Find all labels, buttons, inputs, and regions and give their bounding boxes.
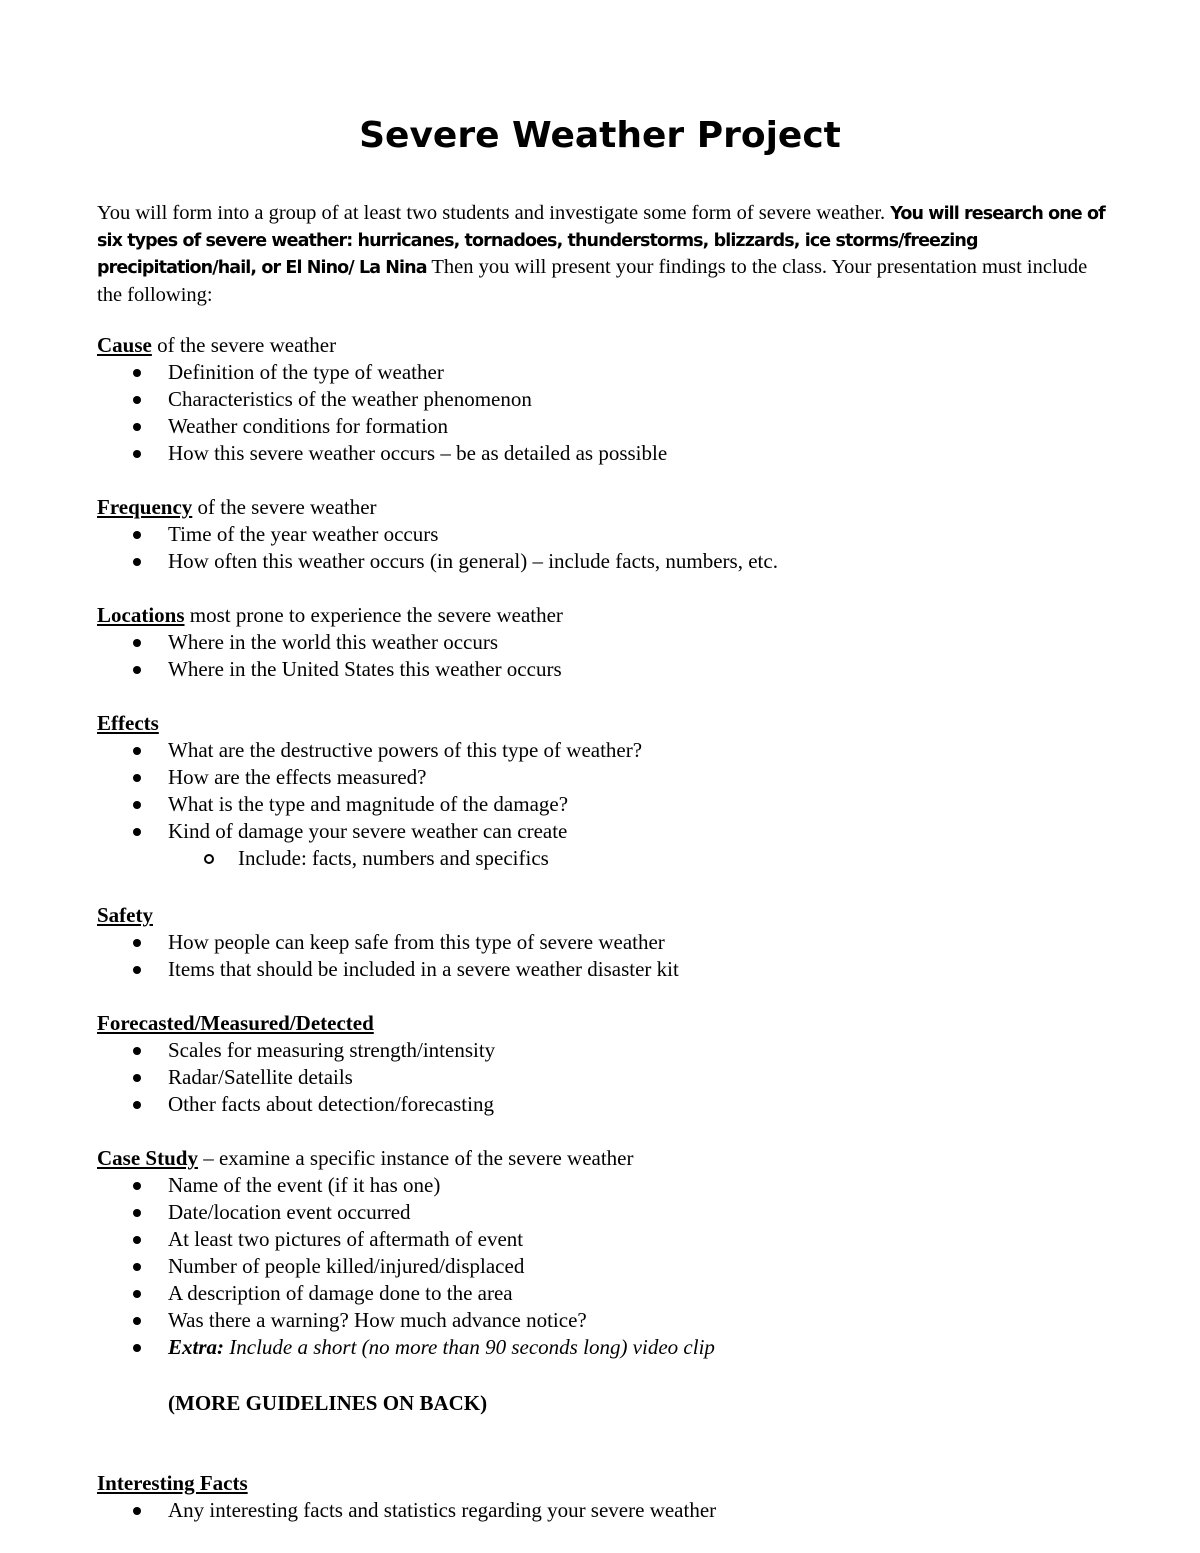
bullet-icon xyxy=(133,1101,141,1109)
list-item xyxy=(97,1307,1137,1334)
intro-paragraph xyxy=(97,200,1117,308)
list-item xyxy=(97,359,1137,386)
intro-bold-text: You will research one of six types of severe weather: hurricanes, tornadoes, thunderstorms, blizzards, ice storms/freezing precipitation/hail, or El Nino/ La Nina xyxy=(97,204,1105,279)
bullet-list xyxy=(97,629,1137,683)
list-item xyxy=(97,440,1137,467)
bullet-icon xyxy=(133,423,141,431)
list-item-text: Weather conditions for formation xyxy=(168,414,448,438)
bullet-icon xyxy=(133,1209,141,1217)
list-item-text: Characteristics of the weather phenomenon xyxy=(168,387,532,411)
list-item xyxy=(97,737,1137,764)
section-effects xyxy=(97,710,1137,872)
list-item-text: Date/location event occurred xyxy=(168,1200,411,1224)
list-item-text: Time of the year weather occurs xyxy=(168,522,439,546)
bullet-icon xyxy=(133,1317,141,1325)
sub-list-item xyxy=(97,845,1137,872)
list-item-text: How are the effects measured? xyxy=(168,765,427,789)
list-item xyxy=(97,656,1137,683)
section-heading-rest: of the severe weather xyxy=(151,333,337,357)
sub-bullet-list xyxy=(97,845,1137,872)
bullet-icon xyxy=(133,939,141,947)
bullet-icon xyxy=(133,396,141,404)
section-heading-effects: Effects xyxy=(97,711,159,735)
bullet-icon xyxy=(133,1507,141,1515)
bullet-list xyxy=(97,1172,1137,1361)
section-forecasted xyxy=(97,1010,1137,1118)
document-title: Severe Weather Project xyxy=(359,115,841,156)
list-item-text: How people can keep safe from this type of severe weather xyxy=(168,930,665,954)
bullet-icon xyxy=(133,450,141,458)
bullet-icon xyxy=(133,966,141,974)
list-item xyxy=(97,956,1137,983)
bullet-icon xyxy=(133,828,141,836)
list-item xyxy=(97,929,1137,956)
section-interesting-facts xyxy=(97,1470,1137,1524)
list-item-text: Definition of the type of weather xyxy=(168,360,444,384)
bullet-list xyxy=(97,1497,1137,1524)
bullet-icon xyxy=(133,1236,141,1244)
section-heading-frequency: Frequency xyxy=(97,495,193,519)
list-item xyxy=(97,818,1137,845)
list-item xyxy=(97,1497,1137,1524)
list-item xyxy=(97,413,1137,440)
list-item-text: Items that should be included in a severe weather disaster kit xyxy=(168,957,679,981)
list-item-text: Scales for measuring strength/intensity xyxy=(168,1038,496,1062)
list-item xyxy=(97,1253,1137,1280)
bullet-icon xyxy=(133,1290,141,1298)
section-heading-rest: most prone to experience the severe weather xyxy=(184,603,563,627)
list-item-text: How this severe weather occurs – be as detailed as possible xyxy=(168,441,668,465)
bullet-icon xyxy=(133,639,141,647)
list-item-text: A description of damage done to the area xyxy=(168,1281,513,1305)
intro-text-1: You will form into a group of at least two students and investigate some form of severe weather. xyxy=(97,202,891,224)
list-item xyxy=(97,521,1137,548)
list-item-text: Where in the world this weather occurs xyxy=(168,630,499,654)
section-heading-cause: Cause xyxy=(97,333,152,357)
list-item-text: What is the type and magnitude of the damage? xyxy=(168,792,569,816)
list-item xyxy=(97,791,1137,818)
section-heading-case-study: Case Study xyxy=(97,1146,198,1170)
list-item xyxy=(97,1037,1137,1064)
section-heading-interesting-facts: Interesting Facts xyxy=(97,1471,248,1495)
list-item xyxy=(97,548,1137,575)
list-item-text: What are the destructive powers of this type of weather? xyxy=(168,738,643,762)
list-item xyxy=(97,1226,1137,1253)
list-item-text: Kind of damage your severe weather can create xyxy=(168,819,568,843)
list-item xyxy=(97,1172,1137,1199)
extra-text: Include a short (no more than 90 seconds long) video clip xyxy=(224,1335,715,1359)
list-item-text: At least two pictures of aftermath of event xyxy=(168,1227,524,1251)
section-cause xyxy=(97,332,1137,467)
list-item-text: Where in the United States this weather occurs xyxy=(168,657,562,681)
more-guidelines-note: (MORE GUIDELINES ON BACK) xyxy=(168,1391,488,1415)
list-item-text: Number of people killed/injured/displaced xyxy=(168,1254,525,1278)
list-item xyxy=(97,1091,1137,1118)
hollow-bullet-icon xyxy=(204,854,214,864)
bullet-list xyxy=(97,359,1137,467)
bullet-icon xyxy=(133,531,141,539)
list-item-text: Name of the event (if it has one) xyxy=(168,1173,441,1197)
extra-label: Extra: xyxy=(168,1335,225,1359)
list-item xyxy=(97,629,1137,656)
list-item-extra xyxy=(97,1334,1137,1361)
list-item-text: Any interesting facts and statistics regarding your severe weather xyxy=(168,1498,717,1522)
bullet-icon xyxy=(133,558,141,566)
list-item xyxy=(97,386,1137,413)
list-item-text: Radar/Satellite details xyxy=(168,1065,353,1089)
list-item xyxy=(97,1064,1137,1091)
bullet-icon xyxy=(133,1182,141,1190)
bullet-list xyxy=(97,929,1137,983)
list-item-text: Other facts about detection/forecasting xyxy=(168,1092,494,1116)
section-heading-rest: – examine a specific instance of the severe weather xyxy=(197,1146,634,1170)
bullet-icon xyxy=(133,1047,141,1055)
list-item-text: Was there a warning? How much advance notice? xyxy=(168,1308,587,1332)
section-heading-locations: Locations xyxy=(97,603,185,627)
list-item xyxy=(97,1280,1137,1307)
bullet-list xyxy=(97,737,1137,845)
bullet-icon xyxy=(133,1263,141,1271)
section-case-study xyxy=(97,1145,1137,1361)
bullet-list xyxy=(97,521,1137,575)
list-item-text: How often this weather occurs (in general) – include facts, numbers, etc. xyxy=(168,549,778,573)
bullet-icon xyxy=(133,666,141,674)
section-heading-forecasted: Forecasted/Measured/Detected xyxy=(97,1011,374,1035)
section-locations xyxy=(97,602,1137,683)
section-heading-rest: of the severe weather xyxy=(192,495,377,519)
intro-text-2: Then you will present your findings to the class. Your presentation must include the following: xyxy=(97,256,1088,306)
bullet-icon xyxy=(133,774,141,782)
list-item xyxy=(97,1199,1137,1226)
bullet-list xyxy=(97,1037,1137,1118)
section-frequency xyxy=(97,494,1137,575)
bullet-icon xyxy=(133,1344,141,1352)
list-item-text: Include: facts, numbers and specifics xyxy=(238,846,549,870)
section-heading-safety: Safety xyxy=(97,903,153,927)
list-item xyxy=(97,764,1137,791)
section-safety xyxy=(97,902,1137,983)
bullet-icon xyxy=(133,369,141,377)
bullet-icon xyxy=(133,1074,141,1082)
bullet-icon xyxy=(133,801,141,809)
bullet-icon xyxy=(133,747,141,755)
